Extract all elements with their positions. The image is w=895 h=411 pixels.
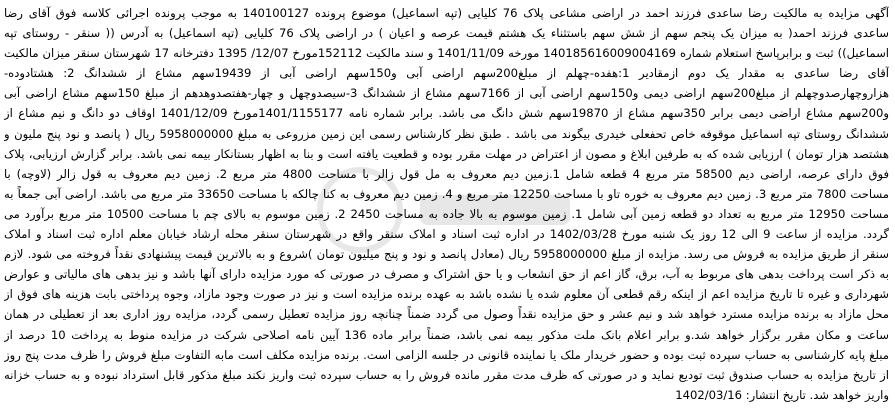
- notice-line: آگهی مزایده به مالکیت رضا ساعدی فرزند احمد در اراضی مشاعی پلاک 76 کلیایی (تپه اسماعیل) موضوع پرونده 140100127 به موجب پرونده اجرائی کلاسه فوق آقای رضا: [4, 6, 889, 20]
- notice-line: از تاریخ مزایده به حساب صندوق ثبت تودیع نماید و در صورتی که ظرف مدت مقرر مانده فروش را به حساب سپرده ثبت واریز نکند مبلغ مذکور قابل استرداد نبوده و به حساب خزانه: [4, 367, 889, 382]
- notice-line: هشتصد هزار تومان ) ارزیابی شده که به طرفین ابلاغ و مصون از اعتراض در مهلت مقرر بوده و قطعیت یافته است و بنا به اظهار بستانکار بیمه نمی باشد. برابر گزارش ارزیابی، پلاک: [4, 146, 889, 161]
- notice-document: [4, 3, 889, 408]
- notice-line: شهرداری و غیره تا تاریخ مزایده اعم از اینکه رقم قطعی آن معلوم شده یا نشده باشد به عهده برنده مزایده است و نیز در صورت وجود مازاد، وجوه پرداختی بابت هزینه های فوق از: [4, 287, 889, 302]
- notice-line: ششدانگ روستای تپه اسماعیل موقوفه خاص تحفعلی خیدری بیگوند می باشد . طبق نظر کارشناس رسمی این زمین مزروعی به مبلغ 5958000000 ریال ( پانصد و نود پنج ملیون و: [4, 126, 889, 141]
- notice-line: و200سهم مشاع اراضی دیمی برابر 350سهم مشاع از 19870سهم شش دانگ می باشد. برابر شماره نامه 1401/1155177مورخ 1401/12/09 اوقاف دو دانگ و نیم مشاع از: [4, 106, 889, 121]
- notice-line: اسماعیل)) ثبت و برابرپاسخ استعلام شماره 14018561600900​4169 مورخه 1401/11/09 و سند مالکیت 152112مورخ 12/07/ 1395 دفترخانه 17 شهرستان سنقر میزان مالکیت: [4, 46, 889, 61]
- notice-line: مبلغ پایه کارشناسی به حساب سپرده ثبت بوده و حضور خریدار ملک یا نماینده قانونی در جلسه الزامی است. برنده مزایده مکلف است مابه التفاوت مبلغ فروش را ظرف مدت پنج روز: [4, 347, 889, 362]
- notice-line: گردد. مزایده از ساعت 9 الی 12 روز یک شنبه مورخ 1402/03/28 در اداره ثبت اسناد و املاک سنقر واقع در شهرستان سنقر محله ارشاد خیابان معلم اداره ثبت اسناد و املاک: [4, 227, 889, 242]
- notice-line: ساعدی فرزند احمد( به میزان یک پنجم سهم از شش سهم باستثناء یک هشتم قیمت عرصه و اعیان ) در اراضی پلاک 76 کلیایی (تپه اسماعیل) به آدرس (( سنقر - روستای تپه: [4, 26, 889, 41]
- notice-line: محل مازاد به برنده مزایده مسترد خواهد شد و نیم عشر و حق مزایده نقداً وصول می گردد ضمناً چنانچه روز مزایده تعطیل رسمی گردد، مزایده روز اداری بعد از تعطیلی در همان: [4, 307, 889, 322]
- notice-line: سنقر از طریق مزایده به فروش می رسد. مزایده از مبلغ 5958000000 ریال (معادل پانصد و نود و پنج میلیون تومان )شروع و به بالاترین قیمت پیشنهادی نقداً فروخته می شود. لازم: [4, 247, 889, 262]
- notice-line: مساحت 7800 متر مربع 3. زمین دیم معروف به خوره تاو با مساحت 12250 متر مربع و 4. زمین دیم معروف به کنا چالکه با مساحت 33650 متر مربع می باشد. اراضی آبی جمعاً به: [4, 186, 889, 201]
- notice-line: به ذکر است پرداخت بدهی های مربوط به آب، برق، گاز اعم از حق انشعاب و یا حق اشتراک و مصرف در صورتی که مورد مزایده دارای آنها باشد و نیز بدهی های مالیاتی و عوارض: [4, 267, 889, 282]
- notice-line: هزاروچهارصدوچهلم از مبلغ200سهم اراضی دیمی و150سهم اراضی آبی از 7166سهم مشاع از ششدانگ 3-سیصدوچهل و چهار-هفتصدوهدهم از مبلغ 150سهم مشاع اراضی آبی: [4, 86, 889, 101]
- publication-date-line: واریز خواهد شد. تاریخ انتشار: 1402/03/16: [675, 387, 889, 402]
- notice-line: آقای رضا ساعدی به مقدار یک دوم ازمقادیر 1:هفده-چهلم از مبلغ200سهم اراضی آبی و150سهم اراضی آبی از 19439سهم مشاع از ششدانگ 2: هشتادوده-: [4, 66, 889, 81]
- notice-line: فوق دارای عرصه، اراضی دیم 58500 متر مربع 4 قطعه شامل 1.زمین دیم معروف به مل قول زالر با مساحت 4800 متر مربع 2. زمین دیم معروف به قول زالر (لاوچه) با: [4, 166, 889, 181]
- notice-line: مساحت 12950 متر مربع به تعداد دو قطعه زمین آبی شامل 1. زمین موسوم به بالا جاده به مساحت 2450 2. زمین موسوم به بالای چم با مساحت 10500 متر مربع برآورد می: [4, 206, 889, 221]
- notice-line: ساعت و مکان مقرر برگزار خواهد شد.و برابر اعلام بانک ملت مذکور بیمه نمی باشد، ضمناً برابر ماده 136 آیین نامه اصلاحی شرکت در مزایده منوط به پرداخت 10 درصد از: [4, 327, 889, 342]
